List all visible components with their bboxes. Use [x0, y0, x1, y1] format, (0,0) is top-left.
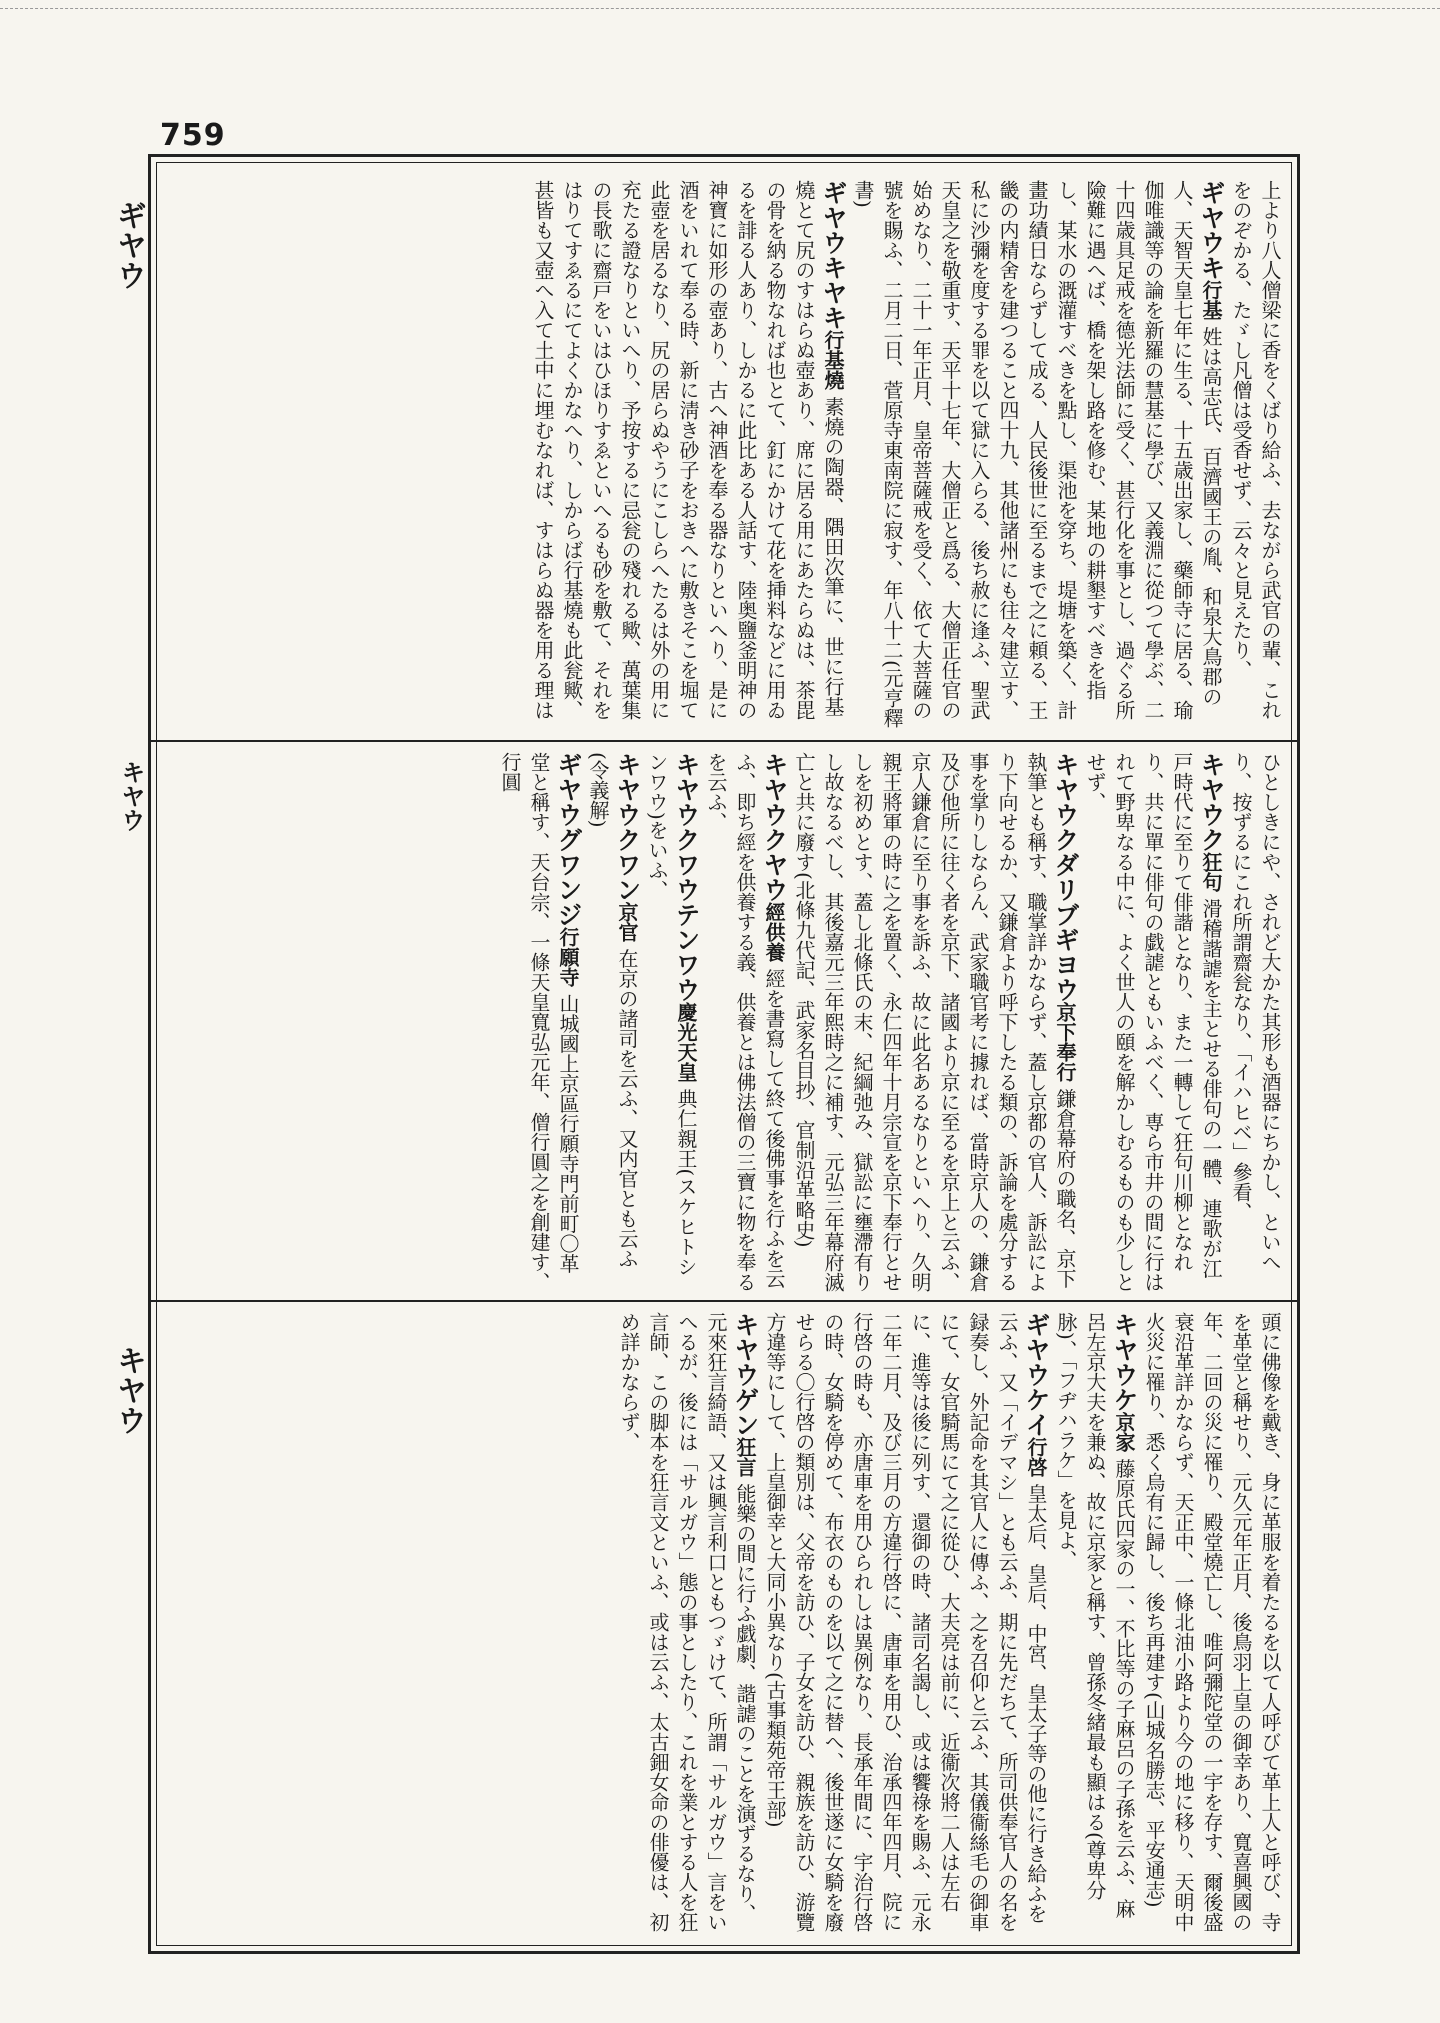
side-tab-top: ギヤウ: [111, 200, 146, 290]
entry: [1051, 1312, 1139, 1937]
entry: [528, 180, 848, 730]
entry-text: 素燒の陶器、隅田次筆に、世に行基燒とて尻のすはらぬ壺あり、席に居る用にあたらぬは、茶毘の骨を納る物なれば也とて、釘にかけて花を挿料などに用ゐるを誹る人あり、しかるに此比ある人話す、陸奥鹽釜明神の神寶に如形の壺あり、古へ神酒を奉る器なりといへり、是に酒をいれて奉る時、新に淸き砂子をおきへに敷きそこを堀て此壺を居るなり、尻の居らぬやうにこしらへたるは外の用に充たる證なりといへり、予按するに忌瓮の殘れる歟、萬葉集の長歌に齋戸をいはひほりすゑといへるも砂を敷て、それをはりてすゑるにてよくかなへり、しからば行基燒も此瓮歟、甚皆も又壺へ入て土中に埋むなれば、すはらぬ器を用る理は: [531, 180, 845, 720]
entry-head: キヤウクワン: [613, 752, 642, 902]
entry-text: 山城國上京區行願寺門前町〇革堂と稱す、天台宗、一條天皇寬弘元年、僧行圓之を創建す、行圓: [498, 752, 580, 1292]
entry-head: キヤウクヤウ: [760, 752, 789, 902]
section-top: [164, 180, 1284, 730]
entry-head: キヤウクダリブギヨウ: [1051, 752, 1080, 1002]
entry: [848, 180, 1226, 730]
top-rule: [0, 8, 1440, 9]
entry-title: 狂言: [733, 1437, 757, 1477]
entry-continuation: ひとしきにや、されど大かた其形も酒器にちかし、といへり、按ずるにこれ所謂齋瓮なり、「イハヒベ」參看、: [1229, 752, 1282, 1272]
side-tab-bottom: キヤウ: [111, 1345, 146, 1435]
section-divider: [151, 1300, 1297, 1302]
section-middle: [164, 752, 1284, 1292]
entry-head: ギヤウキヤキ: [819, 180, 848, 330]
entry: [789, 752, 1080, 1292]
entry-title: 京下奉行: [1053, 1002, 1077, 1082]
entry-head: キヤウクワウテンワウ: [672, 752, 701, 1002]
entry-title: 慶光天皇: [674, 1002, 698, 1082]
entry: [614, 1312, 760, 1937]
entry-text: 能樂の間に行ふ戯劇、諧謔のことを演ずるなり、元來狂言綺語、又は興言利口ともつゞけて、所謂「サルガウ」言をいへるが、後には「サルガウ」態の事としたり、これを業とする人を狂言師、この脚本を狂言文といふ、或は云ふ、太古鈿女命の俳優は、初め詳かならず、: [617, 1312, 757, 1932]
entry: [701, 752, 789, 1292]
entry-text: 藤原氏四家の一、不比等の子麻呂の子孫を云ふ、麻呂左京大夫を兼ぬ、故に京家と稱す、曾孫冬緒最も顯はる(尊卑分脉)、「フヂハラケ」を見よ、: [1054, 1312, 1136, 1919]
entry: [583, 752, 642, 1292]
entry: [642, 752, 701, 1292]
entry-title: 行啓: [1024, 1437, 1048, 1477]
entry-title: 行基: [1199, 280, 1223, 320]
entry: [1080, 752, 1226, 1292]
entry-title: 經供養: [762, 902, 786, 962]
side-tab-middle: キヤウ: [117, 760, 145, 832]
entry-text: 姓は高志氏、百濟國王の胤、和泉大鳥郡の人、天智天皇七年に生る、十五歳出家し、藥師寺に居る、瑜伽唯識等の論を新羅の慧基に學び、又義淵に從つて學ぶ、二十四歳具足戒を德光法師に受く、甚行化を事とし、過ぐる所險難に遇へば、橋を架し路を修む、某地の耕墾すべきを指し、某水の溉灌すべきを點し、渠池を穿ち、堤塘を築く、計畫功績日ならずして成る、人民後世に至るまで之に頼る、王畿の内精舍を建つること四十九、其他諸州にも往々建立す、私に沙彌を度する罪を以て獄に入らる、後ち赦に逢ふ、聖武天皇之を敬重す、天平十七年、大僧正と爲る、大僧正任官の始めなり、二十一年正月、皇帝菩薩戒を受く、依て大菩薩の號を賜ふ、二月二日、菅原寺東南院に寂す、年八十二(元亨釋書): [851, 180, 1223, 728]
entry-title: 京官: [615, 902, 639, 942]
entry-continuation: 上より八人僧梁に香をくばり給ふ、去ながら武官の輩、これをのぞかる、たゞし凡僧は受香せず、云々と見えたり、: [1229, 180, 1282, 720]
entry-head: ギヤウケイ: [1022, 1312, 1051, 1437]
entry: [760, 1312, 1051, 1937]
entry-text: 典仁親王(スケヒトシンワウ)をいふ、: [645, 752, 698, 1277]
entry-text: 在京の諸司を云ふ、又内官とも云ふ(令義解): [586, 752, 639, 1269]
entry-title: 行基燒: [821, 330, 845, 390]
entry-head: ギヤウグワンジ: [554, 752, 583, 927]
entry-head: キヤウゲン: [731, 1312, 760, 1437]
entry-title: 狂句: [1199, 852, 1223, 892]
entry-title: 行願寺: [556, 927, 580, 987]
entry-text: 滑稽諧謔を主とせる俳句の一體、連歌が江戸時代に至りて俳諧となり、また一轉して狂句川柳となれり、共に單に俳句の戯謔ともいふべく、専ら市井の間に行はれて野卑なる中に、よく世人の頤を解かしむるものも少しとせず、: [1083, 752, 1223, 1292]
entry-title: 京家: [1112, 1412, 1136, 1452]
section-divider: [151, 740, 1297, 742]
entry-head: キヤウケ: [1110, 1312, 1139, 1412]
section-bottom: [164, 1312, 1284, 1937]
entry-continuation: 頭に佛像を戴き、身に革服を着たるを以て人呼びて革上人と呼び、寺を革堂と稱せり、元久元年正月、後鳥羽上皇の御幸あり、寬喜興國の年、二回の災に罹り、殿堂燒亡し、唯阿彌陀堂の一宇を存す、爾後盛衰沿革詳かならず、天正中、一條北油小路より今の地に移り、天明中火災に罹り、悉く烏有に歸し、後ち再建す(山城名勝志、平安通志): [1142, 1312, 1282, 1932]
entry: [495, 752, 583, 1292]
page-number: 759: [160, 118, 226, 153]
entry-text: 鎌倉幕府の職名、京下執筆とも稱す、職掌詳かならず、蓋し京都の官人、訴訟により下向せるか、又鎌倉より呼下したる類の、訴論を處分する事を掌りしならん、武家職官考に據れば、當時京人の、鎌倉及び他所に往く者を京下、諸國より京に至るを京上と云ふ、京人鎌倉に至り事を訴ふ、故に此名あるなりといへり、久明親王將軍の時に之を置く、永仁四年十月宗宣を京下奉行とせしを初めとす、蓋し北條氏の末、紀綱弛み、獄訟に壅滯有りし故なるべし、其後嘉元三年熙時之に補す、元弘三年幕府滅亡と共に廢す(北條九代記、武家名目抄、官制沿革略史): [792, 752, 1077, 1292]
entry-head: ギヤウキ: [1197, 180, 1226, 280]
entry-text: 皇太后、皇后、中宮、皇太子等の他に行き給ふを云ふ、又「イデマシ」とも云ふ、期に先だちて、所司供奉官人の名を録奏し、外記命を其官人に傳ふ、之を召仰と云ふ、其儀衞絲毛の御車にて、女官騎馬にて之に從ひ、大夫亮は前に、近衞次將二人は左右に、進等は後に列す、還御の時、諸司名謁し、或は饗祿を賜ふ、元永二年二月、及び三月の方違行啓に、唐車を用ひ、治承四年四月、院に行啓の時も、亦唐車を用ひられしは異例なり、長承年間に、宇治行啓の時、女騎を停めて、布衣のものを以て之に替へ、後世遂に女騎を廢せらる〇行啓の類別は、父帝を訪ひ、子女を訪ひ、親族を訪ひ、游覽方違等にして、上皇御幸と大同小異なり(古事類苑帝王部): [763, 1312, 1048, 1932]
entry-text: 經を書寫して終て後佛事を行ふを云ふ、即ち經を供養する義、供養とは佛法僧の三寶に物を奉るを云ふ、: [704, 752, 786, 1292]
entry-head: キヤウク: [1197, 752, 1226, 852]
